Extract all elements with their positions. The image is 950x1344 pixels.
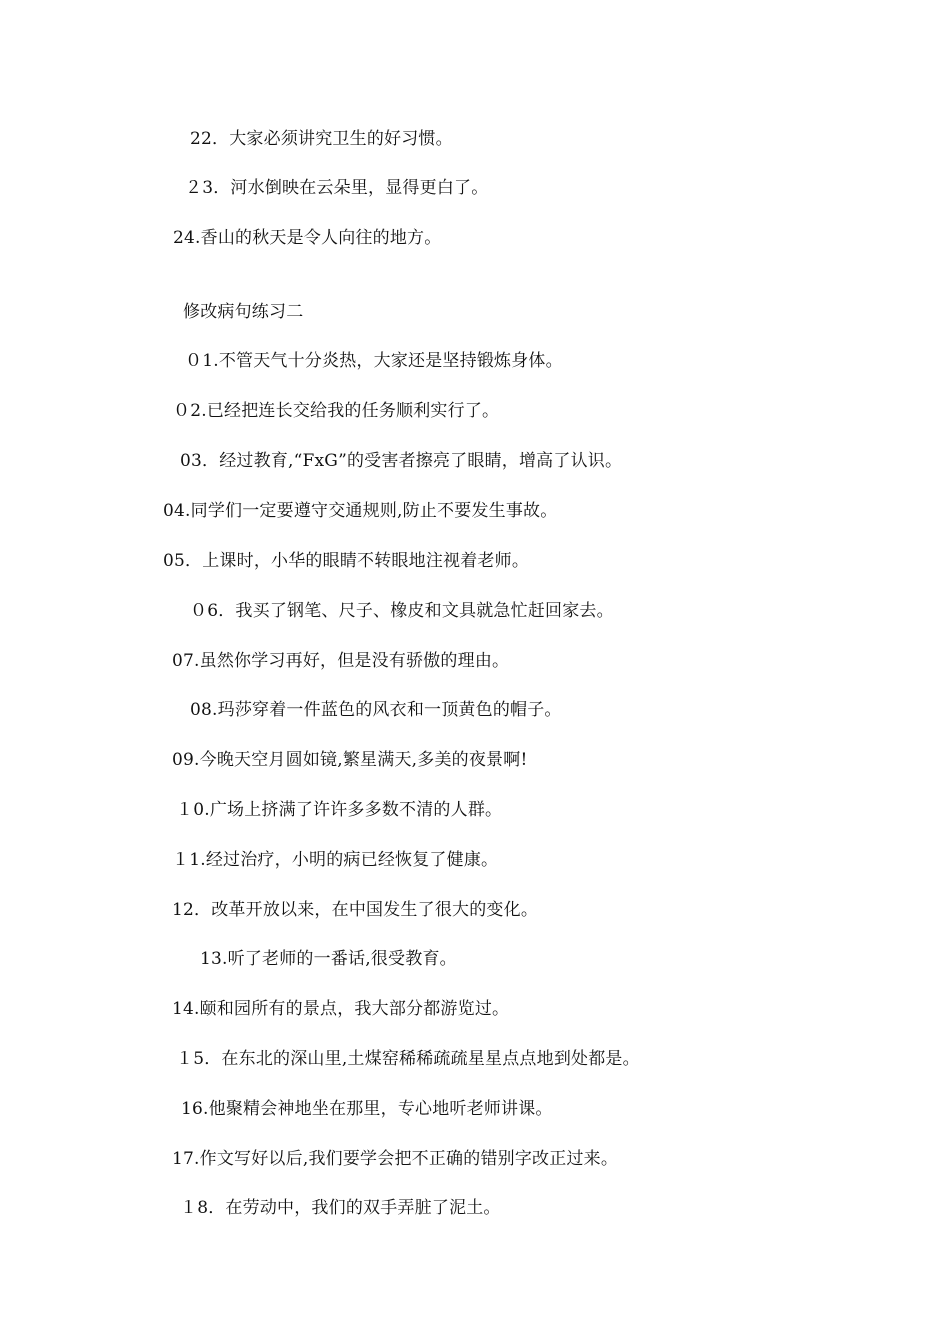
exercise-08: 08.玛莎穿着一件蓝色的风衣和一顶黄色的帽子。 bbox=[190, 700, 562, 720]
exercise-13: 13.听了老师的一番话,很受教育。 bbox=[200, 949, 457, 969]
exercise-09: 09.今晚天空月圆如镜,繁星满天,多美的夜景啊! bbox=[172, 750, 528, 770]
exercise-17: 17.作文写好以后,我们要学会把不正确的错别字改正过来。 bbox=[172, 1149, 619, 1169]
exercise-11: １1.经过治疗，小明的病已经恢复了健康。 bbox=[172, 850, 499, 870]
exercise-06: ０6．我买了钢笔、尺子、橡皮和文具就急忙赶回家去。 bbox=[190, 601, 614, 621]
exercise-12: 12．改革开放以来，在中国发生了很大的变化。 bbox=[172, 900, 539, 920]
exercise-16: 16.他聚精会神地坐在那里，专心地听老师讲课。 bbox=[181, 1099, 553, 1119]
exercise-15: １5．在东北的深山里,土煤窑稀稀疏疏星星点点地到处都是。 bbox=[176, 1049, 640, 1069]
exercise-14: 14.颐和园所有的景点，我大部分都游览过。 bbox=[172, 999, 510, 1019]
exercise-02: ０2.已经把连长交给我的任务顺利实行了。 bbox=[173, 401, 500, 421]
exercise-07: 07.虽然你学习再好，但是没有骄傲的理由。 bbox=[172, 651, 510, 671]
exercise-03: 03．经过教育,“FxG”的受害者擦亮了眼睛，增高了认识。 bbox=[180, 451, 623, 471]
sentence-24: 24.香山的秋天是令人向往的地方。 bbox=[173, 228, 442, 248]
exercise-01: ０1.不管天气十分炎热，大家还是坚持锻炼身体。 bbox=[185, 351, 563, 371]
exercise-05: 05．上课时，小华的眼睛不转眼地注视着老师。 bbox=[163, 551, 530, 571]
exercise-18: １8．在劳动中，我们的双手弄脏了泥土。 bbox=[180, 1198, 501, 1218]
sentence-23: ２3．河水倒映在云朵里，显得更白了。 bbox=[185, 178, 489, 198]
sentence-22: 22．大家必须讲究卫生的好习惯。 bbox=[190, 129, 453, 149]
section-title: 修改病句练习二 bbox=[183, 302, 304, 322]
exercise-10: １0.广场上挤满了许许多多数不清的人群。 bbox=[176, 800, 503, 820]
exercise-04: 04.同学们一定要遵守交通规则,防止不要发生事故。 bbox=[163, 501, 558, 521]
